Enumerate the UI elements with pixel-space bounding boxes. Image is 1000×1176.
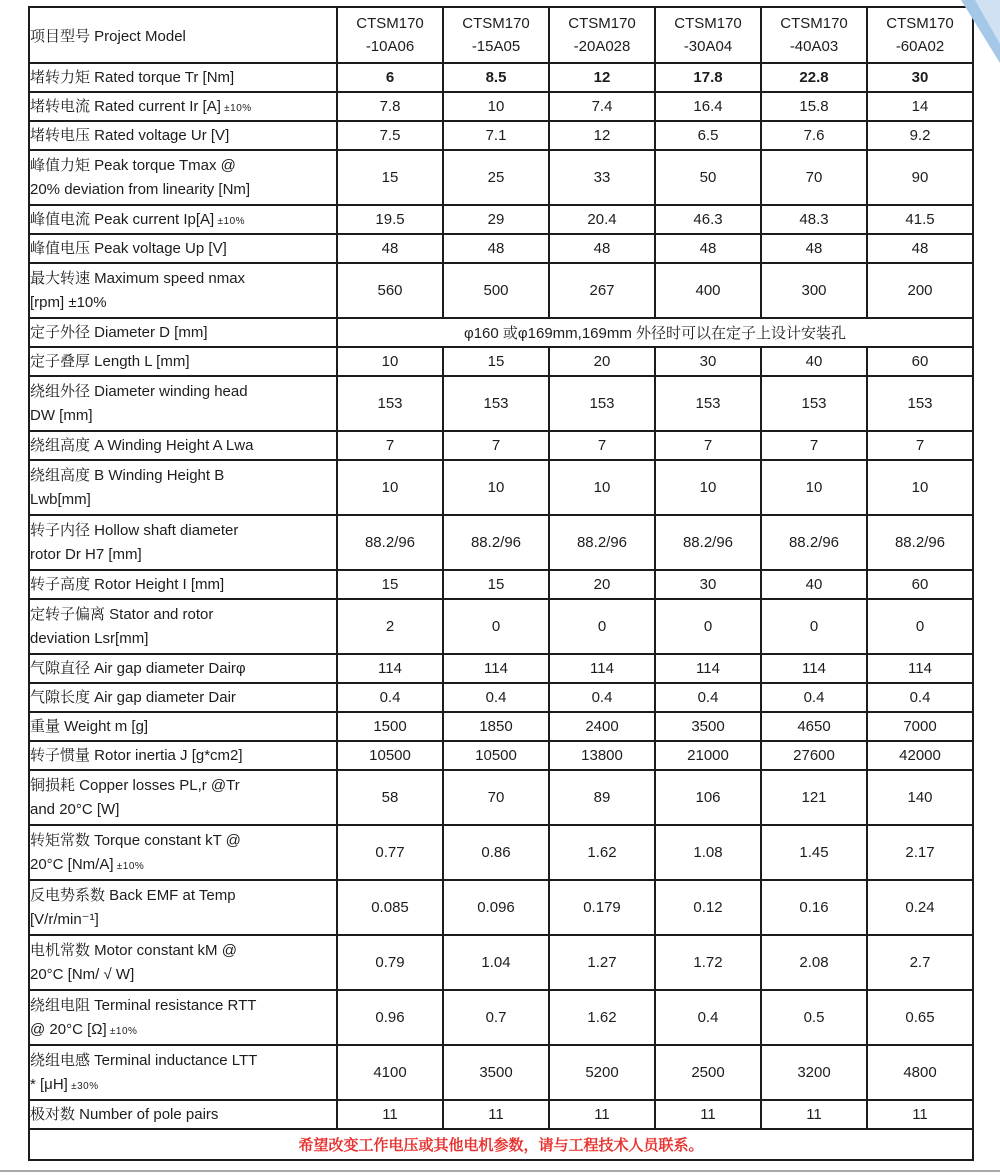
value-cell: 500 [443,263,549,318]
value-cell: 15 [443,570,549,599]
table-row [29,880,973,935]
model-name-line2: -10A06 [365,38,415,55]
table-row [29,347,973,376]
value-cell: 0 [761,599,867,654]
value-cell: 267 [549,263,655,318]
value-cell: 48 [761,234,867,263]
value-cell: 1.62 [549,990,655,1045]
value-cell: 30 [867,63,973,92]
value-cell: 0.77 [337,825,443,880]
value-cell: 11 [337,1100,443,1129]
row-label-line: [V/r/min⁻¹] [30,910,99,928]
value-cell: 10 [443,460,549,515]
value-cell: 0.4 [761,683,867,712]
row-label [29,234,337,263]
value-cell: 114 [867,654,973,683]
value-cell: 10 [337,347,443,376]
value-cell: 48.3 [761,205,867,234]
row-label-line: and 20°C [W] [30,800,120,818]
project-model-header: 项目型号 Project Model [29,7,337,63]
value-cell: 42000 [867,741,973,770]
value-cell: 8.5 [443,63,549,92]
value-cell: 20.4 [549,205,655,234]
row-label [29,150,337,205]
row-label [29,515,337,570]
value-cell: 114 [655,654,761,683]
table-row [29,515,973,570]
value-cell: 0.4 [549,683,655,712]
value-cell: 29 [443,205,549,234]
row-label [29,935,337,990]
row-label [29,712,337,741]
value-cell: 70 [443,770,549,825]
tolerance-note: ±10% [220,102,252,114]
table-row [29,570,973,599]
value-cell: 15.8 [761,92,867,121]
value-cell: 140 [867,770,973,825]
value-cell: 88.2/96 [867,515,973,570]
row-label-line: 定子外径 Diameter D [mm] [30,323,208,341]
value-cell: 4100 [337,1045,443,1100]
value-cell: 40 [761,347,867,376]
value-cell: 10 [655,460,761,515]
model-name-line2: -30A04 [683,38,733,55]
value-cell: 1.45 [761,825,867,880]
value-cell: 121 [761,770,867,825]
row-label [29,770,337,825]
value-cell: 2500 [655,1045,761,1100]
value-cell: 88.2/96 [655,515,761,570]
tolerance-note: ±30% [67,1080,99,1092]
footer-note: 希望改变工作电压或其他电机参数，请与工程技术人员联系。 [29,1129,973,1160]
value-cell: 10 [549,460,655,515]
table-row [29,121,973,150]
row-label-line: 转子惯量 Rotor inertia J [g*cm2] [30,746,243,764]
table-row [29,205,973,234]
value-cell: 0.24 [867,880,973,935]
table-row [29,770,973,825]
row-label [29,654,337,683]
value-cell: 48 [549,234,655,263]
value-cell: 10500 [337,741,443,770]
model-name-line1: CTSM170 [780,14,848,32]
row-label-line: 堵转电流 Rated current Ir [A] ±10% [30,97,252,115]
value-cell: 0.179 [549,880,655,935]
value-cell: 40 [761,570,867,599]
value-cell: 10 [867,460,973,515]
value-cell: 1500 [337,712,443,741]
header-row [29,7,973,63]
value-cell: 9.2 [867,121,973,150]
row-label-line: 转子高度 Rotor Height I [mm] [30,575,225,593]
model-name-line1: CTSM170 [674,14,742,32]
value-cell: 153 [761,376,867,431]
value-cell: 10500 [443,741,549,770]
row-label-line: 堵转电压 Rated voltage Ur [V] [30,126,230,144]
value-cell: 0.5 [761,990,867,1045]
row-label-line: 最大转速 Maximum speed nmax [30,270,246,288]
value-cell: 12 [549,63,655,92]
value-cell: 10 [443,92,549,121]
value-cell: 0.096 [443,880,549,935]
table-row [29,263,973,318]
row-label-line: 气隙长度 Air gap diameter Dair [30,688,236,706]
value-cell: 0.96 [337,990,443,1045]
value-cell: 4800 [867,1045,973,1100]
table-row [29,234,973,263]
value-cell: 0.4 [443,683,549,712]
table-row [29,1045,973,1100]
row-label [29,121,337,150]
table-row [29,825,973,880]
row-label [29,825,337,880]
row-label [29,460,337,515]
value-cell: 20 [549,570,655,599]
value-cell: 20 [549,347,655,376]
value-cell: 50 [655,150,761,205]
spanning-value-cell: φ160 或φ169mm,169mm 外径时可以在定子上设计安装孔 [337,318,973,347]
table-row [29,318,973,347]
table-row [29,1100,973,1129]
table-row [29,683,973,712]
row-label-line: 转矩常数 Torque constant kT @ [30,832,241,850]
value-cell: 0 [867,599,973,654]
value-cell: 153 [549,376,655,431]
value-cell: 48 [443,234,549,263]
value-cell: 2 [337,599,443,654]
value-cell: 0.86 [443,825,549,880]
row-label-line: [rpm] ±10% [30,293,107,311]
value-cell: 15 [337,570,443,599]
row-label [29,570,337,599]
model-name-line1: CTSM170 [462,14,530,32]
value-cell: 6 [337,63,443,92]
value-cell: 7.1 [443,121,549,150]
value-cell: 88.2/96 [549,515,655,570]
row-label [29,318,337,347]
model-name-line1: CTSM170 [568,14,636,32]
row-label-line: 堵转力矩 Rated torque Tr [Nm] [30,68,235,86]
column-header-model [549,7,655,63]
row-label [29,683,337,712]
row-label-line: 绕组外径 Diameter winding head [30,383,248,401]
value-cell: 11 [443,1100,549,1129]
row-label [29,1100,337,1129]
value-cell: 88.2/96 [761,515,867,570]
value-cell: 21000 [655,741,761,770]
row-label-line: 重量 Weight m [g] [30,717,149,735]
row-label [29,376,337,431]
value-cell: 0 [443,599,549,654]
tolerance-note: ±10% [113,860,145,872]
column-header-model [443,7,549,63]
value-cell: 3200 [761,1045,867,1100]
value-cell: 11 [655,1100,761,1129]
value-cell: 10 [761,460,867,515]
tolerance-note: ±10% [214,215,246,227]
value-cell: 153 [655,376,761,431]
value-cell: 58 [337,770,443,825]
value-cell: 89 [549,770,655,825]
row-label-line: 气隙直径 Air gap diameter Dairφ [30,659,246,677]
value-cell: 7.6 [761,121,867,150]
value-cell: 14 [867,92,973,121]
table-row [29,712,973,741]
value-cell: 41.5 [867,205,973,234]
value-cell: 19.5 [337,205,443,234]
value-cell: 25 [443,150,549,205]
value-cell: 560 [337,263,443,318]
value-cell: 17.8 [655,63,761,92]
value-cell: 153 [443,376,549,431]
row-label [29,431,337,460]
value-cell: 33 [549,150,655,205]
value-cell: 48 [655,234,761,263]
value-cell: 0.4 [867,683,973,712]
value-cell: 7000 [867,712,973,741]
value-cell: 4650 [761,712,867,741]
value-cell: 11 [549,1100,655,1129]
table-row [29,741,973,770]
value-cell: 3500 [443,1045,549,1100]
row-label-line: DW [mm] [30,406,93,424]
value-cell: 3500 [655,712,761,741]
table-row [29,460,973,515]
row-label-line: deviation Lsr[mm] [30,629,149,647]
value-cell: 0.16 [761,880,867,935]
value-cell: 15 [337,150,443,205]
tolerance-note: ±10% [106,1025,138,1037]
model-name-line2: -40A03 [789,38,839,55]
value-cell: 10 [337,460,443,515]
value-cell: 200 [867,263,973,318]
value-cell: 0.12 [655,880,761,935]
value-cell: 90 [867,150,973,205]
row-label-line: rotor Dr H7 [mm] [30,545,142,563]
motor-spec-table [28,6,974,1161]
row-label [29,599,337,654]
value-cell: 0.4 [337,683,443,712]
value-cell: 2.7 [867,935,973,990]
row-label-line: 反电势系数 Back EMF at Temp [30,887,236,905]
row-label-line: Lwb[mm] [30,490,91,508]
column-header-model [761,7,867,63]
value-cell: 6.5 [655,121,761,150]
value-cell: 153 [337,376,443,431]
value-cell: 60 [867,570,973,599]
value-cell: 15 [443,347,549,376]
value-cell: 0 [549,599,655,654]
row-label-line: 峰值电流 Peak current Ip[A] ±10% [30,210,246,228]
table-row [29,599,973,654]
value-cell: 114 [337,654,443,683]
value-cell: 5200 [549,1045,655,1100]
value-cell: 7.8 [337,92,443,121]
value-cell: 88.2/96 [443,515,549,570]
row-label-line: 绕组高度 B Winding Height B [30,467,225,485]
value-cell: 70 [761,150,867,205]
value-cell: 30 [655,570,761,599]
row-label-line: 极对数 Number of pole pairs [30,1105,219,1123]
value-cell: 88.2/96 [337,515,443,570]
value-cell: 12 [549,121,655,150]
row-label-line: * [μH] ±30% [30,1075,99,1093]
table-row [29,92,973,121]
value-cell: 7.5 [337,121,443,150]
table-row [29,376,973,431]
row-label [29,741,337,770]
table-row [29,654,973,683]
row-label-line: 转子内径 Hollow shaft diameter [30,522,239,540]
value-cell: 0.4 [655,990,761,1045]
value-cell: 7 [549,431,655,460]
value-cell: 22.8 [761,63,867,92]
row-label-line: 定子叠厚 Length L [mm] [30,352,190,370]
value-cell: 106 [655,770,761,825]
row-label-line: 峰值力矩 Peak torque Tmax @ [30,157,236,175]
value-cell: 2.17 [867,825,973,880]
value-cell: 7 [655,431,761,460]
value-cell: 114 [761,654,867,683]
table-row [29,150,973,205]
value-cell: 114 [443,654,549,683]
model-name-line1: CTSM170 [886,14,954,32]
model-name-line1: CTSM170 [356,14,424,32]
value-cell: 30 [655,347,761,376]
value-cell: 7 [867,431,973,460]
value-cell: 11 [761,1100,867,1129]
row-label-line: 铜损耗 Copper losses PL,r @Tr [30,777,240,795]
value-cell: 1.08 [655,825,761,880]
value-cell: 153 [867,376,973,431]
value-cell: 7 [443,431,549,460]
row-label-line: 绕组电阻 Terminal resistance RTT [30,997,257,1015]
value-cell: 27600 [761,741,867,770]
page-corner-ribbon-decoration [935,0,1000,78]
value-cell: 0.7 [443,990,549,1045]
value-cell: 1850 [443,712,549,741]
row-label [29,63,337,92]
value-cell: 13800 [549,741,655,770]
value-cell: 0 [655,599,761,654]
value-cell: 46.3 [655,205,761,234]
value-cell: 7 [761,431,867,460]
row-label [29,990,337,1045]
value-cell: 114 [549,654,655,683]
value-cell: 1.04 [443,935,549,990]
row-label [29,92,337,121]
column-header-model [655,7,761,63]
value-cell: 7 [337,431,443,460]
footer-note-row [29,1129,973,1160]
value-cell: 300 [761,263,867,318]
row-label-line: 峰值电压 Peak voltage Up [V] [30,239,227,257]
row-label-line: 绕组电感 Terminal inductance LTT [30,1052,258,1070]
value-cell: 400 [655,263,761,318]
model-name-line2: -60A02 [895,38,945,55]
table-row [29,63,973,92]
row-label-line: 定转子偏离 Stator and rotor [30,606,214,624]
value-cell: 2.08 [761,935,867,990]
row-label-line: 绕组高度 A Winding Height A Lwa [30,436,254,454]
value-cell: 0.085 [337,880,443,935]
row-label [29,263,337,318]
model-name-line2: -20A028 [573,38,631,55]
value-cell: 7.4 [549,92,655,121]
row-label-line: 20°C [Nm/ √ W] [30,965,135,983]
row-label-line: @ 20°C [Ω] ±10% [30,1020,138,1038]
row-label-line: 电机常数 Motor constant kM @ [30,942,237,960]
value-cell: 11 [867,1100,973,1129]
value-cell: 0.65 [867,990,973,1045]
row-label [29,205,337,234]
row-label-line: 20°C [Nm/A] ±10% [30,855,145,873]
table-row [29,990,973,1045]
row-label-line: 20% deviation from linearity [Nm] [30,180,251,198]
value-cell: 1.72 [655,935,761,990]
value-cell: 1.62 [549,825,655,880]
value-cell: 2400 [549,712,655,741]
value-cell: 60 [867,347,973,376]
row-label [29,1045,337,1100]
table-row [29,431,973,460]
value-cell: 0.4 [655,683,761,712]
value-cell: 1.27 [549,935,655,990]
model-name-line2: -15A05 [471,38,521,55]
value-cell: 48 [337,234,443,263]
value-cell: 0.79 [337,935,443,990]
row-label [29,880,337,935]
row-label [29,347,337,376]
page-bottom-edge-line [0,1170,1000,1172]
value-cell: 16.4 [655,92,761,121]
value-cell: 48 [867,234,973,263]
table-row [29,935,973,990]
column-header-model [337,7,443,63]
